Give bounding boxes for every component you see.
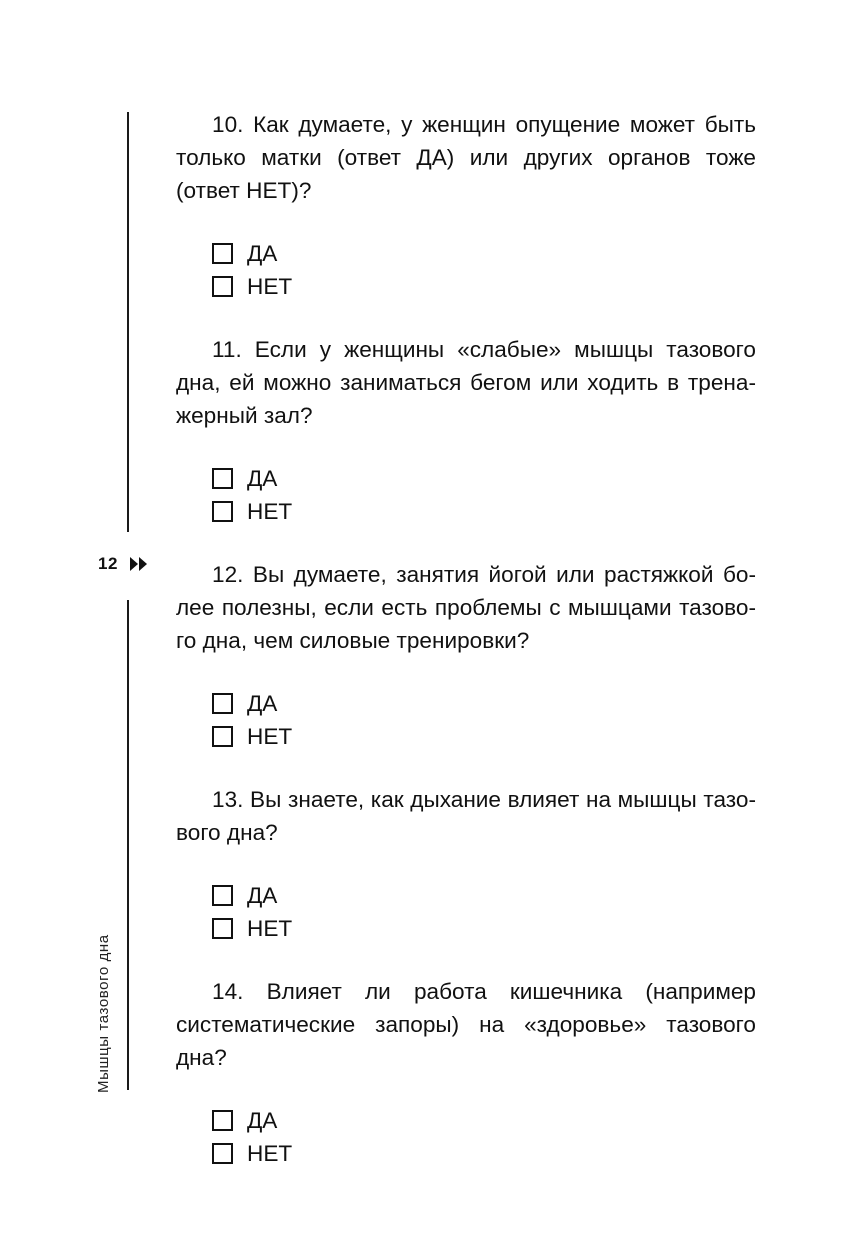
question-text: 14. Влияет ли работа кишечника (например систематические запоры) на «здоровье» тазового дна? [176, 979, 756, 1070]
option-no[interactable] [212, 912, 756, 945]
questionnaire [176, 108, 756, 1200]
margin-rule-top [127, 112, 129, 532]
checkbox[interactable] [212, 468, 233, 489]
checkbox[interactable] [212, 918, 233, 939]
question-text: 13. Вы знаете, как дыхание влияет на мышцы тазового дна? [176, 787, 756, 845]
answer-options [176, 462, 756, 528]
checkbox[interactable] [212, 1110, 233, 1131]
question-text: 11. Если у женщины «слабые» мышцы тазового дна, ей можно заниматься бегом или ходить в тренажерный зал? [176, 337, 756, 428]
question-text: 12. Вы думаете, занятия йогой или растяжкой более полезны, если есть проблемы с мышцами тазового дна, чем силовые тренировки? [176, 562, 756, 653]
checkbox[interactable] [212, 885, 233, 906]
question-11 [176, 333, 756, 528]
option-no[interactable] [212, 270, 756, 303]
margin-rule-bottom [127, 600, 129, 1090]
checkbox[interactable] [212, 243, 233, 264]
question-12 [176, 558, 756, 753]
question-text: 10. Как думаете, у женщин опущение может быть только матки (ответ ДА) или других органов тоже (ответ НЕТ)? [176, 112, 756, 203]
running-title: Мышцы тазового дна [95, 934, 112, 1093]
answer-options [176, 1104, 756, 1170]
option-no[interactable] [212, 1137, 756, 1170]
option-yes[interactable] [212, 687, 756, 720]
option-label: ДА [247, 1107, 278, 1133]
option-yes[interactable] [212, 1104, 756, 1137]
double-arrow-icon [130, 556, 148, 572]
answer-options [176, 687, 756, 753]
option-no[interactable] [212, 495, 756, 528]
question-10 [176, 108, 756, 303]
answer-options [176, 879, 756, 945]
checkbox[interactable] [212, 501, 233, 522]
checkbox[interactable] [212, 1143, 233, 1164]
option-label: ДА [247, 240, 278, 266]
answer-options [176, 237, 756, 303]
option-yes[interactable] [212, 879, 756, 912]
checkbox[interactable] [212, 726, 233, 747]
option-label: ДА [247, 690, 278, 716]
option-label: НЕТ [247, 1140, 293, 1166]
page-number: 12 [98, 554, 118, 573]
checkbox[interactable] [212, 276, 233, 297]
option-no[interactable] [212, 720, 756, 753]
question-14 [176, 975, 756, 1170]
option-label: ДА [247, 882, 278, 908]
option-label: НЕТ [247, 723, 293, 749]
option-label: НЕТ [247, 915, 293, 941]
option-yes[interactable] [212, 237, 756, 270]
option-label: НЕТ [247, 498, 293, 524]
checkbox[interactable] [212, 693, 233, 714]
option-label: ДА [247, 465, 278, 491]
question-13 [176, 783, 756, 945]
option-label: НЕТ [247, 273, 293, 299]
option-yes[interactable] [212, 462, 756, 495]
